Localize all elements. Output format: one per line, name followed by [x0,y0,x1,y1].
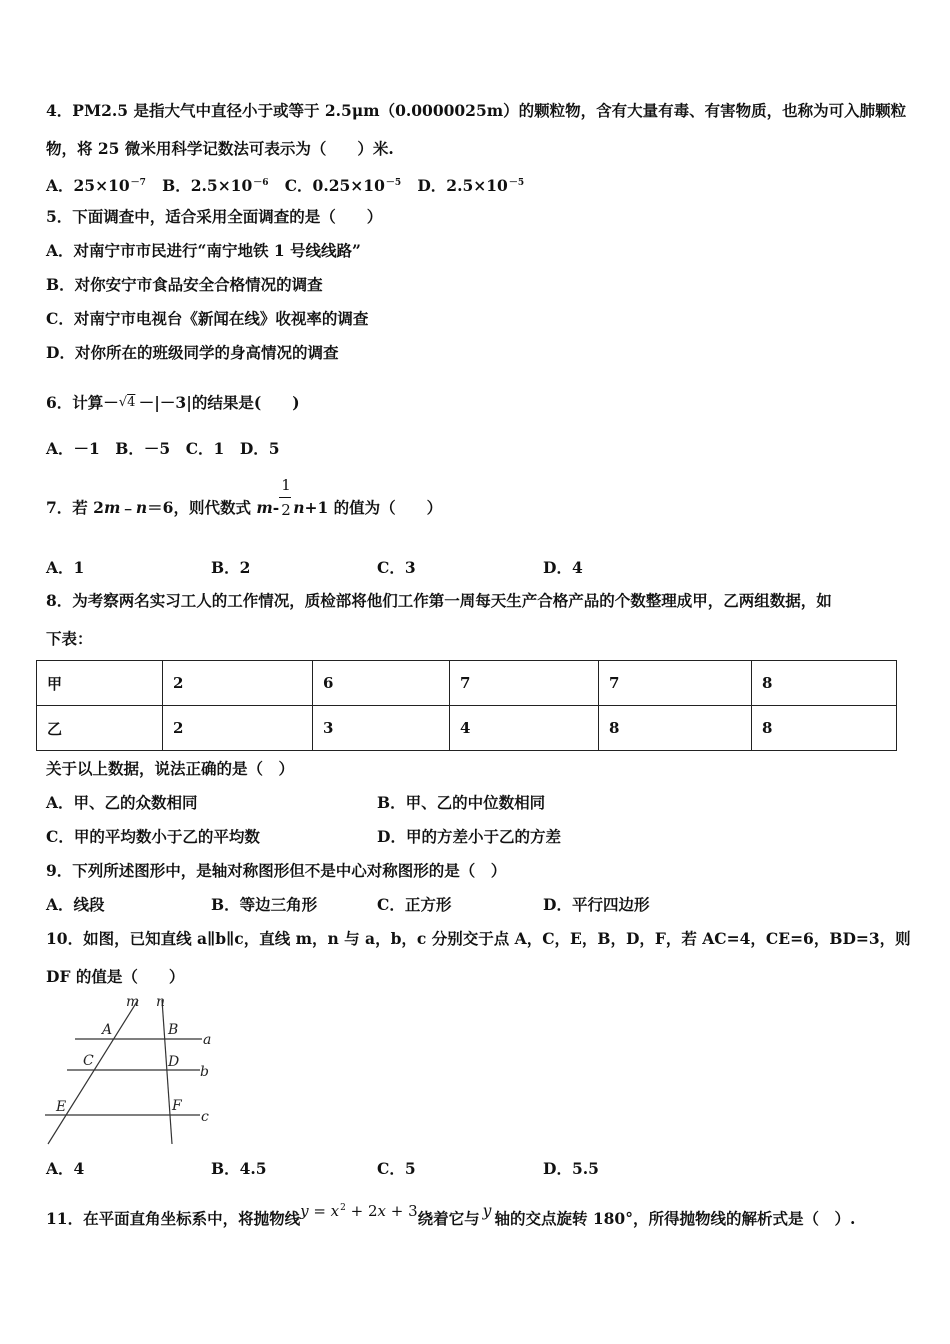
q9-option-c: C．正方形 [377,895,452,914]
label-B: B [168,1022,179,1038]
q5-option-d: D．对你所在的班级同学的身高情况的调查 [46,343,339,362]
label-m: m [126,994,140,1010]
q5-option-b: B．对你安宁市食品安全合格情况的调查 [46,275,323,294]
q7-option-b: B．2 [211,558,251,577]
q8-option-c: C．甲的平均数小于乙的平均数 [46,827,260,846]
q8-option-b: B．甲、乙的中位数相同 [377,793,546,812]
q10-option-c: C．5 [377,1159,416,1178]
table-cell: 6 [313,661,450,706]
q9-option-a: A．线段 [46,895,105,914]
q9-option-d: D．平行四边形 [543,895,650,914]
q5-option-c: C．对南宁市电视台《新闻在线》收视率的调查 [46,309,369,328]
q10-figure [40,992,220,1148]
q5-option-a: A．对南宁市市民进行“南宁地铁 1 号线线路” [46,241,361,260]
label-E: E [56,1099,67,1115]
q11-formula: $y = x^2 + 2x + 3$ [300,1202,418,1220]
q4-option-d: D．$2.5\times 10^{-5}$ [417,176,525,195]
q4-line2: 物，将 25 微米用科学记数法可表示为（ ）米. [46,139,394,158]
table-cell: 8 [752,706,897,751]
q4-option-a: A．$25\times 10^{-7}$ [46,176,146,195]
table-cell: 7 [599,661,752,706]
q4-options [46,172,524,197]
q10-option-b: B．4.5 [211,1159,267,1178]
table-cell: 甲 [37,661,163,706]
q8-data-table [36,660,897,751]
q8-after: 关于以上数据，说法正确的是（ ） [46,759,295,778]
q8-line2: 下表： [46,629,93,648]
q9-option-b: B．等边三角形 [211,895,318,914]
label-b: b [200,1064,209,1080]
table-cell: 7 [450,661,599,706]
label-D: D [168,1054,180,1070]
q5-stem: 5．下面调查中，适合采用全面调查的是（ ） [46,207,383,226]
line-m [48,1000,138,1144]
q4-option-b: B．$2.5\times 10^{-6}$ [162,176,269,195]
q10-option-a: A．4 [46,1159,85,1178]
q7-stem: 7．若 2m﹣n＝6，则代数式 m- $\frac{1}{2}$ n+1 的值为（ ） [46,476,443,519]
q6-stem: 6．计算－ √4 －|－3|的结果是( ) [46,393,300,412]
q4-line1: 4．PM2.5 是指大气中直径小于或等于 2.5μm（0.0000025m）的颗粒物，含有大量有毒、有害物质，也称为可入肺颗粒 [46,101,907,120]
table-cell: 4 [450,706,599,751]
q7-option-a: A．1 [46,558,85,577]
q10-option-d: D．5.5 [543,1159,599,1178]
label-a: a [203,1032,212,1048]
q7-option-d: D．4 [543,558,583,577]
label-C: C [83,1053,94,1069]
label-F: F [172,1098,182,1114]
table-cell: 8 [599,706,752,751]
table-cell: 2 [163,661,313,706]
q8-line1: 8．为考察两名实习工人的工作情况，质检部将他们工作第一周每天生产合格产品的个数整理成甲，乙两组数据，如 [46,591,832,610]
q4-option-c: C．$0.25\times 10^{-5}$ [284,176,402,195]
q7-fraction: $\frac{1}{2}$ [281,476,291,519]
table-cell: 2 [163,706,313,751]
table-cell: 8 [752,661,897,706]
label-A: A [102,1022,113,1038]
label-c: c [201,1109,209,1125]
table-row [37,661,897,706]
q8-option-a: A．甲、乙的众数相同 [46,793,198,812]
q11-stem: 11．在平面直角坐标系中，将抛物线$y = x^2 + 2x + 3$绕着它与 y 轴的交点旋转 180°，所得抛物线的解析式是（ ）. [46,1202,856,1228]
table-cell: 3 [313,706,450,751]
table-cell: 乙 [37,706,163,751]
q7-option-c: C．3 [377,558,416,577]
label-n: n [156,994,166,1010]
q9-stem: 9．下列所述图形中，是轴对称图形但不是中心对称图形的是（ ） [46,861,507,880]
q10-line2: DF 的值是（ ） [46,967,185,986]
q10-line1: 10．如图，已知直线 a∥b∥c，直线 m，n 与 a，b，c 分别交于点 A，C，E，B，D，F，若 AC=4，CE=6，BD=3，则 [46,929,911,948]
table-row [37,706,897,751]
q8-option-d: D．甲的方差小于乙的方差 [377,827,561,846]
q6-options: A．－1 B．－5 C．1 D．5 [46,439,280,458]
